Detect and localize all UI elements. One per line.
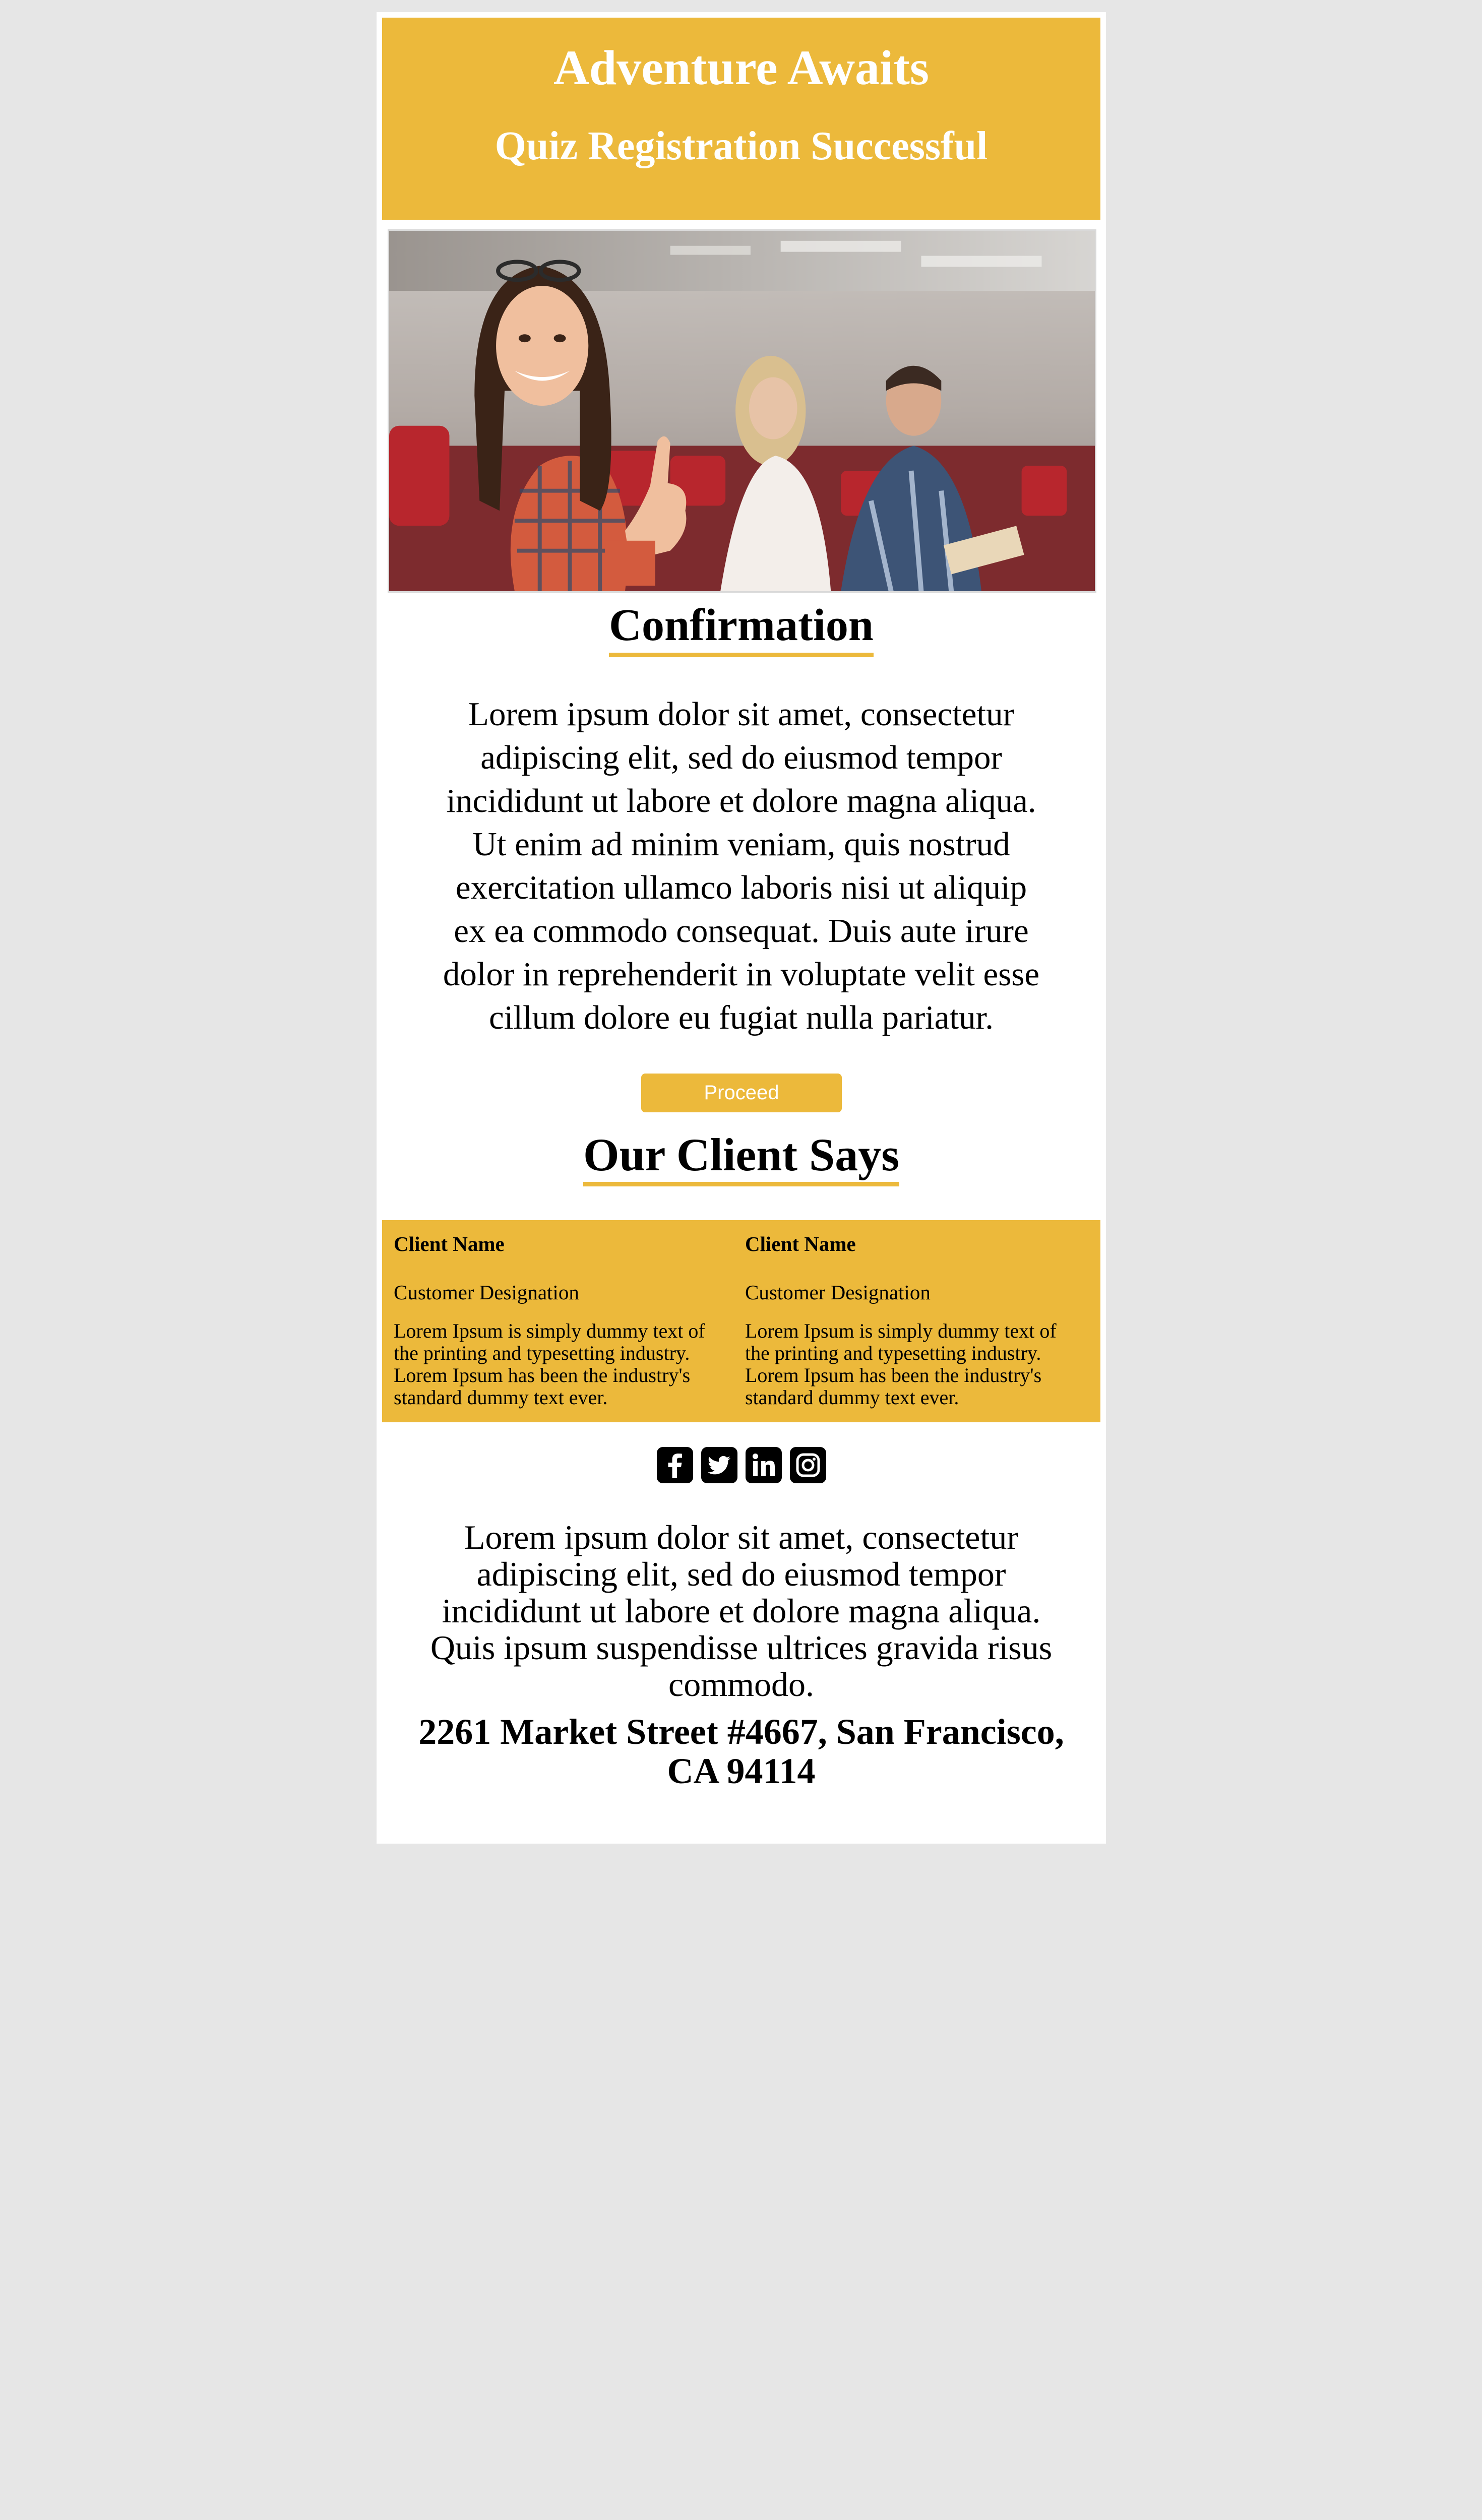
confirmation-title bbox=[377, 599, 1106, 657]
header-title: Adventure Awaits bbox=[553, 41, 929, 95]
instagram-icon[interactable] bbox=[790, 1447, 826, 1483]
client-name: Client Name bbox=[745, 1232, 856, 1255]
testimonials-title bbox=[377, 1128, 1106, 1186]
client-quote: Lorem Ipsum is simply dummy text of the printing and typesetting industry. Lorem Ipsum has been the industry's standard dummy text ever. bbox=[745, 1319, 1057, 1409]
client-name: Client Name bbox=[394, 1232, 505, 1255]
header-subtitle: Quiz Registration Successful bbox=[495, 124, 988, 168]
linkedin-icon[interactable] bbox=[746, 1447, 782, 1483]
footer-text: Lorem ipsum dolor sit amet, consectetur adipiscing elit, sed do eiusmod tempor incididunt ut labore et dolore magna aliqua. Quis ipsum suspendisse ultrices gravida risus commodo. bbox=[430, 1518, 1053, 1704]
hero-image bbox=[388, 229, 1096, 593]
facebook-icon[interactable] bbox=[657, 1447, 693, 1483]
testimonials-title-text: Our Client Says bbox=[583, 1128, 899, 1186]
confirmation-body: Lorem ipsum dolor sit amet, consectetur adipiscing elit, sed do eiusmod tempor incididunt ut labore et dolore magna aliqua. Ut enim ad minim veniam, quis nostrud exercitation ullamco laboris nisi ut aliquip ex ea commodo consequat. Duis aute irure dolor in reprehenderit in voluptate velit esse cillum dolore eu fugiat nulla pariatur. bbox=[443, 696, 1040, 1036]
testimonials-band bbox=[382, 1220, 1100, 1422]
client-designation: Customer Designation bbox=[745, 1281, 931, 1304]
twitter-icon[interactable] bbox=[701, 1447, 737, 1483]
confirmation-title-text: Confirmation bbox=[609, 599, 874, 657]
students-thumbs-up-photo-icon bbox=[389, 231, 1095, 591]
header-banner bbox=[382, 18, 1100, 220]
client-quote: Lorem Ipsum is simply dummy text of the printing and typesetting industry. Lorem Ipsum has been the industry's standard dummy text ever. bbox=[394, 1319, 705, 1409]
proceed-button[interactable]: Proceed bbox=[641, 1074, 842, 1112]
testimonial-card bbox=[745, 1220, 1083, 1422]
email-card bbox=[377, 12, 1106, 1844]
social-links bbox=[657, 1447, 826, 1487]
testimonial-card bbox=[394, 1220, 731, 1422]
client-designation: Customer Designation bbox=[394, 1281, 579, 1304]
footer-address: 2261 Market Street #4667, San Francisco, CA 94114 bbox=[418, 1712, 1064, 1791]
